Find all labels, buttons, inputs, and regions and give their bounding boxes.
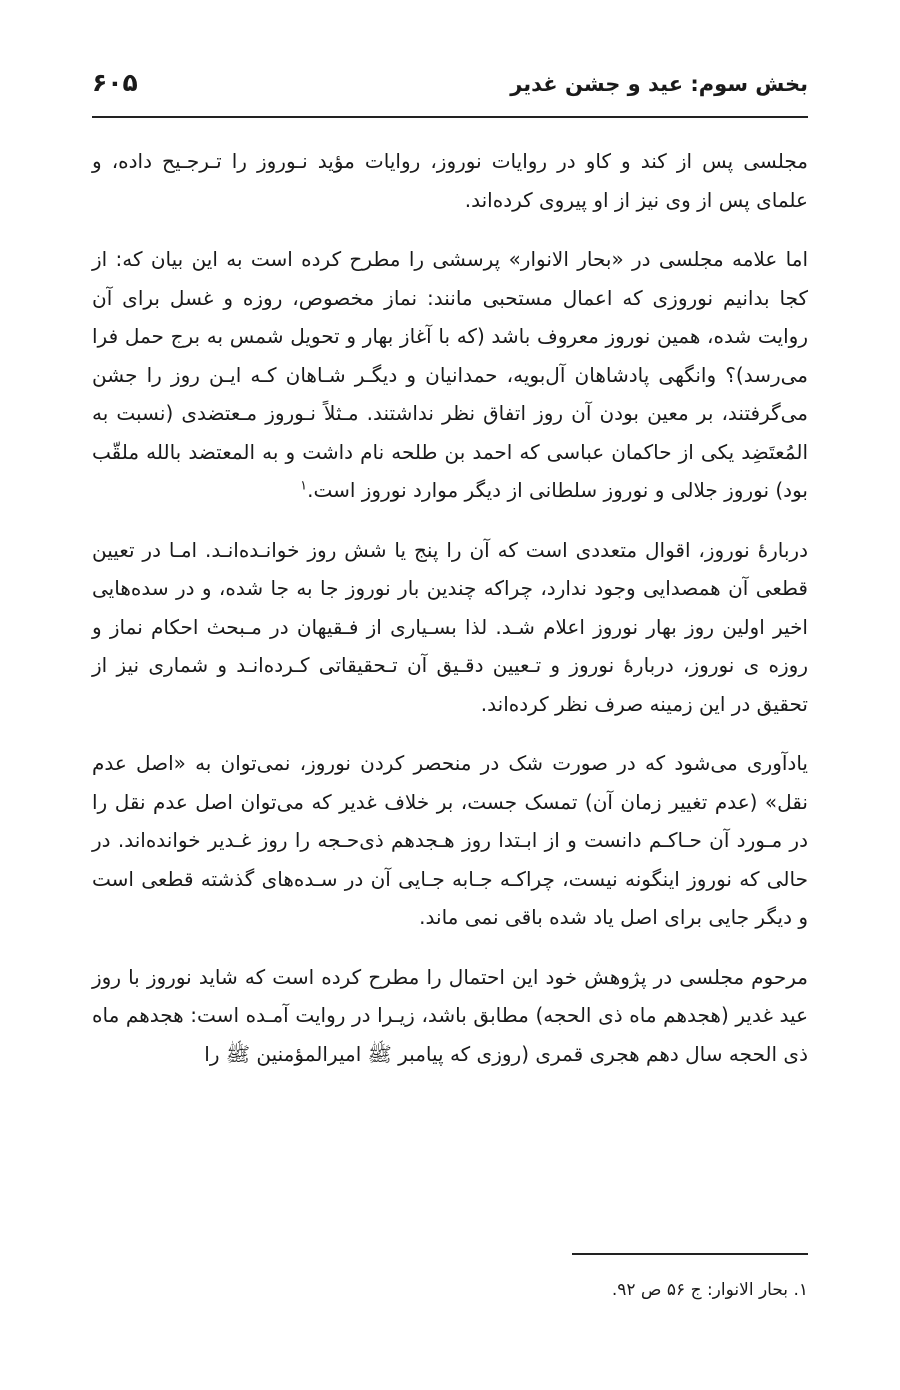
paragraph	[92, 142, 808, 219]
body-text	[92, 142, 808, 1094]
paragraph	[92, 958, 808, 1074]
paragraph-text: مجلسی پس از کند و کاو در روایات نوروز، روایات مؤید نـوروز را تـرجـیح داده، و علمای پس از وی نیز از او پیروی کرده‌اند.	[92, 149, 808, 212]
page-number: ۶۰۵	[92, 68, 138, 97]
paragraph	[92, 744, 808, 937]
paragraph-text: یادآوری می‌شود که در صورت شک در منحصر کردن نوروز، نمی‌توان به «اصل عدم نقل» (عدم تغییر زمان آن) تمسک جست، بر خلاف غدیر که می‌توان اصل عدم نقل را در مـورد آن حـاکـم دانست و از ابـتدا روز هـجدهم ذی‌حـجه را روز غـدیر خوانده‌اند. در حالی که نوروز اینگونه نیست، چراکـه جـابه جـایی آن در سـده‌های گذشته قطعی است و دیگر جایی برای اصل یاد شده باقی نمی ماند.	[92, 751, 808, 929]
footnote: ۱. بحار الانوار: ج ۵۶ ص ۹۲.	[611, 1280, 808, 1300]
footnote-divider	[572, 1253, 808, 1255]
paragraph-text: دربارهٔ نوروز، اقوال متعددی است که آن را پنج یا شش روز خوانـده‌انـد. امـا در تعیین قطعی آن همصدایی وجود ندارد، چراکه چندین بار نوروز جا به جا شده، و در سده‌هایی اخیر اولین روز بهار نوروز اعلام شـد. لذا بسـیاری از فـقیهان در مـبحث احکام نماز و روزه ی نوروز، دربارهٔ نوروز و تـعیین دقـیق آن تـحقیقاتی کـرده‌انـد و شماری نیز از تحقیق در این زمینه صرف نظر کرده‌اند.	[92, 537, 808, 716]
footnote-reference[interactable]: ۱	[300, 478, 308, 494]
section-title: بخش سوم: عید و جشن غدیر	[510, 72, 808, 96]
page-header	[92, 62, 808, 118]
paragraph	[92, 240, 808, 510]
paragraph-text: مرحوم مجلسی در پژوهش خود این احتمال را مطرح کرده است که شاید نوروز با روز عید غدیر (هجدهم ماه ذی الحجه) مطابق باشد، زیـرا در روایت آمـده است: هجدهم ماه ذی الحجه سال دهم هجری قمری (روزی که پیامبر ﷺ امیرالمؤمنین ﷺ را	[92, 964, 808, 1066]
paragraph-text: اما علامه مجلسی در «بحار الانوار» پرسشی را مطرح کرده است به این بیان که: از کجا بدانیم نوروزی که اعمال مستحبی مانند: نماز مخصوص، روزه و غسل برای آن روایت شده، همین نوروز معروف باشد (که با آغاز بهار و تحویل شمس به برج حمل فرا می‌رسد)؟ وانگهی پادشاهان آل‌بویه، حمدانیان و دیگـر شـاهان کـه ایـن روز را جشن می‌گرفتند، بر معین بودن آن روز اتفاق نظر نداشتند. مـثلاً نـوروز مـعتضدی (نسبت به المُعتَضِد یکی از حاکمان عباسی که احمد بن طلحه نام داشت و به المعتضد بالله ملقّب بود) نوروز جلالی و نوروز سلطانی از دیگر موارد نوروز است.	[92, 247, 808, 502]
paragraph	[92, 531, 808, 724]
